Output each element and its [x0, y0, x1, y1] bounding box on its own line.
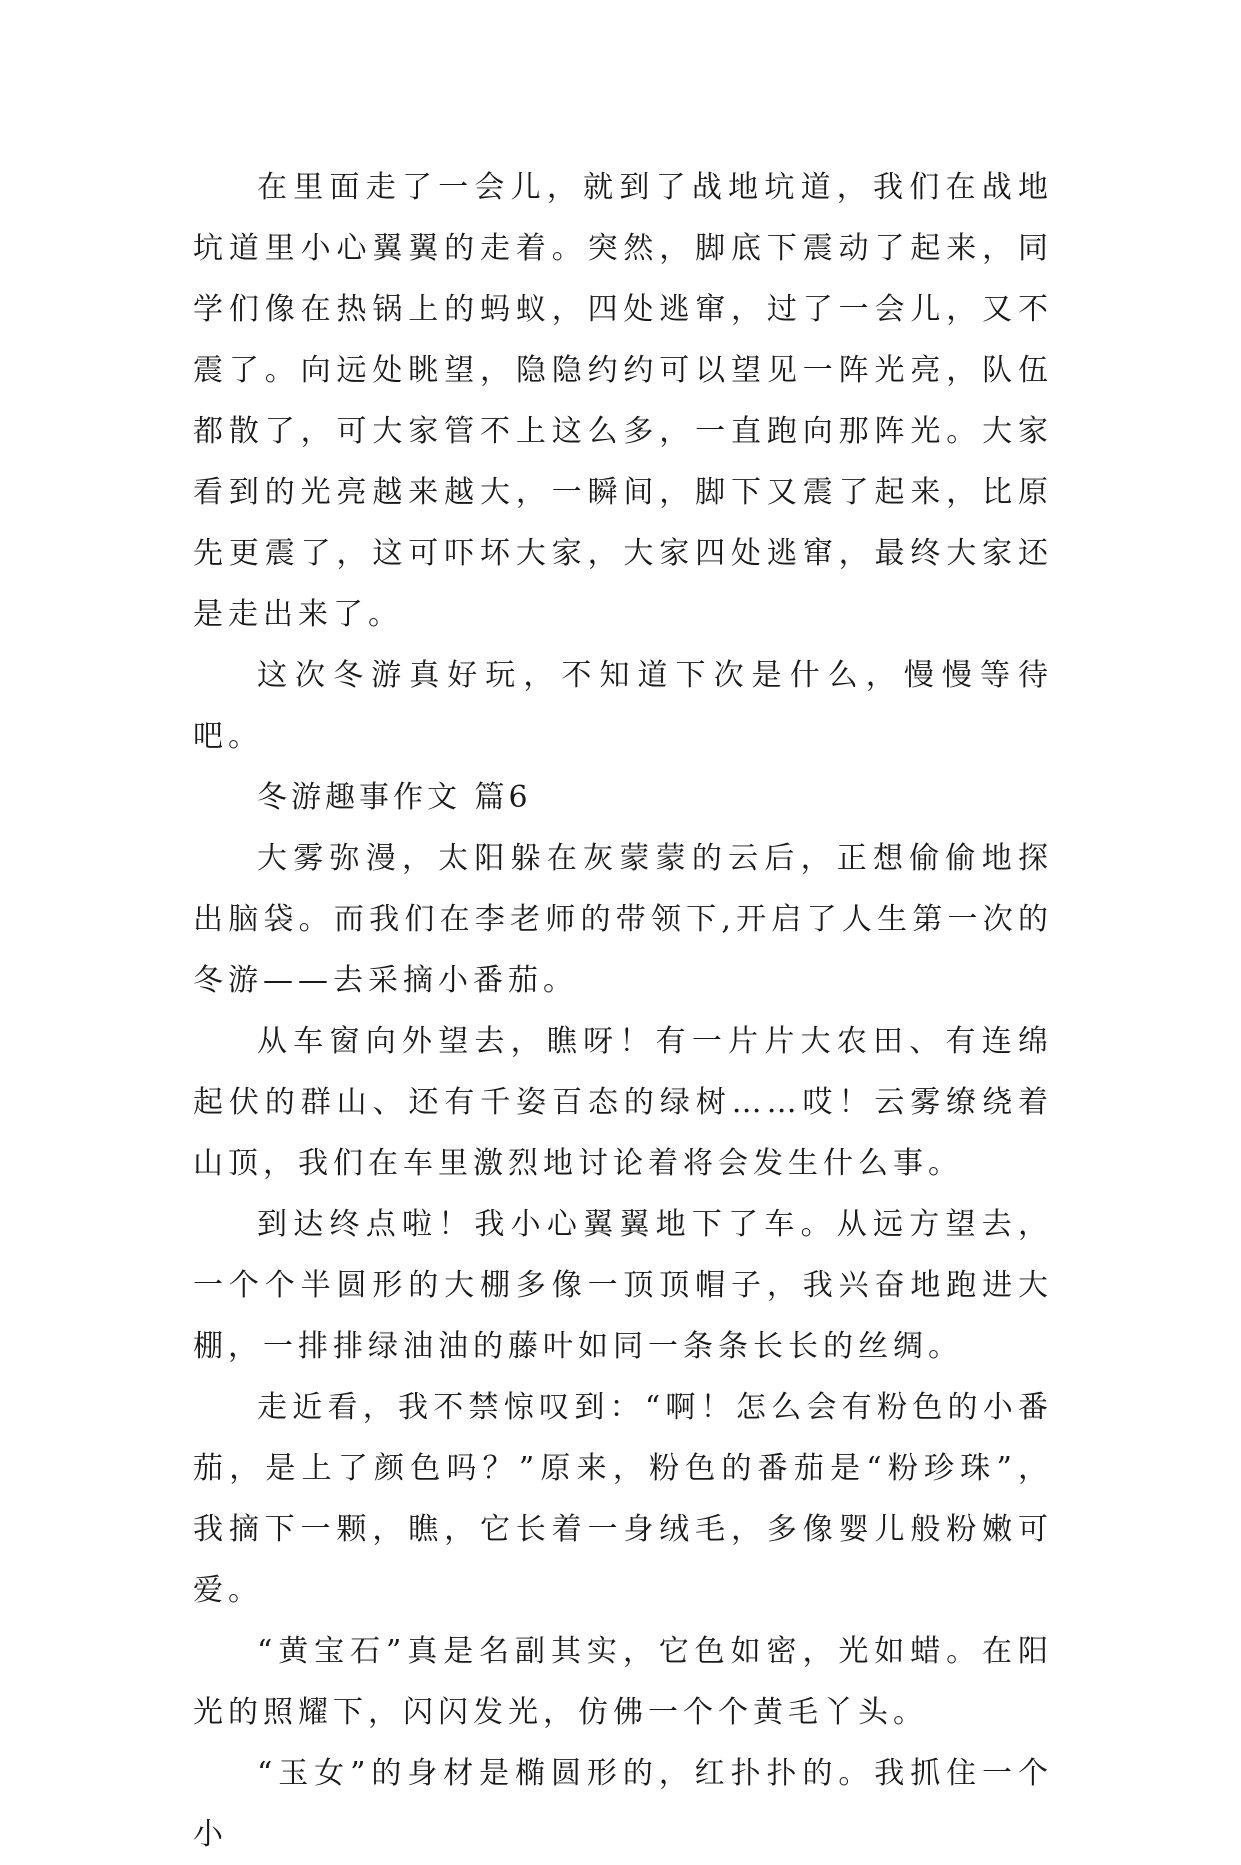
paragraph: 从车窗向外望去，瞧呀！有一片片大农田、有连绵起伏的群山、还有千姿百态的绿树……哎！云雾缭绕着山顶，我们在车里激烈地讨论着将会发生什么事。	[193, 1024, 1053, 1181]
paragraph: 大雾弥漫，太阳躲在灰蒙蒙的云后，正想偷偷地探出脑袋。而我们在李老师的带领下,开启了人生第一次的冬游——去采摘小番茄。	[193, 841, 1053, 998]
paragraph: 到达终点啦！我小心翼翼地下了车。从远方望去，一个个半圆形的大棚多像一顶顶帽子，我兴奋地跑进大棚，一排排绿油油的藤叶如同一条条长长的丝绸。	[193, 1207, 1053, 1364]
paragraph: “玉女”的身材是椭圆形的，红扑扑的。我抓住一个小	[193, 1756, 1053, 1852]
paragraph: “黄宝石”真是名副其实，它色如密，光如蜡。在阳光的照耀下，闪闪发光，仿佛一个个黄毛丫头。	[193, 1634, 1053, 1730]
section-heading: 冬游趣事作文 篇6	[257, 780, 532, 815]
paragraph: 这次冬游真好玩，不知道下次是什么，慢慢等待吧。	[193, 658, 1053, 754]
article-body	[193, 157, 1053, 1865]
paragraph: 在里面走了一会儿，就到了战地坑道，我们在战地坑道里小心翼翼的走着。突然，脚底下震动了起来，同学们像在热锅上的蚂蚁，四处逃窜，过了一会儿，又不震了。向远处眺望，隐隐约约可以望见一阵光亮，队伍都散了，可大家管不上这么多，一直跑向那阵光。大家看到的光亮越来越大，一瞬间，脚下又震了起来，比原先更震了，这可吓坏大家，大家四处逃窜，最终大家还是走出来了。	[193, 170, 1053, 632]
paragraph: 走近看，我不禁惊叹到：“啊！怎么会有粉色的小番茄，是上了颜色吗？”原来，粉色的番茄是“粉珍珠”，我摘下一颗，瞧，它长着一身绒毛，多像婴儿般粉嫩可爱。	[193, 1390, 1053, 1608]
